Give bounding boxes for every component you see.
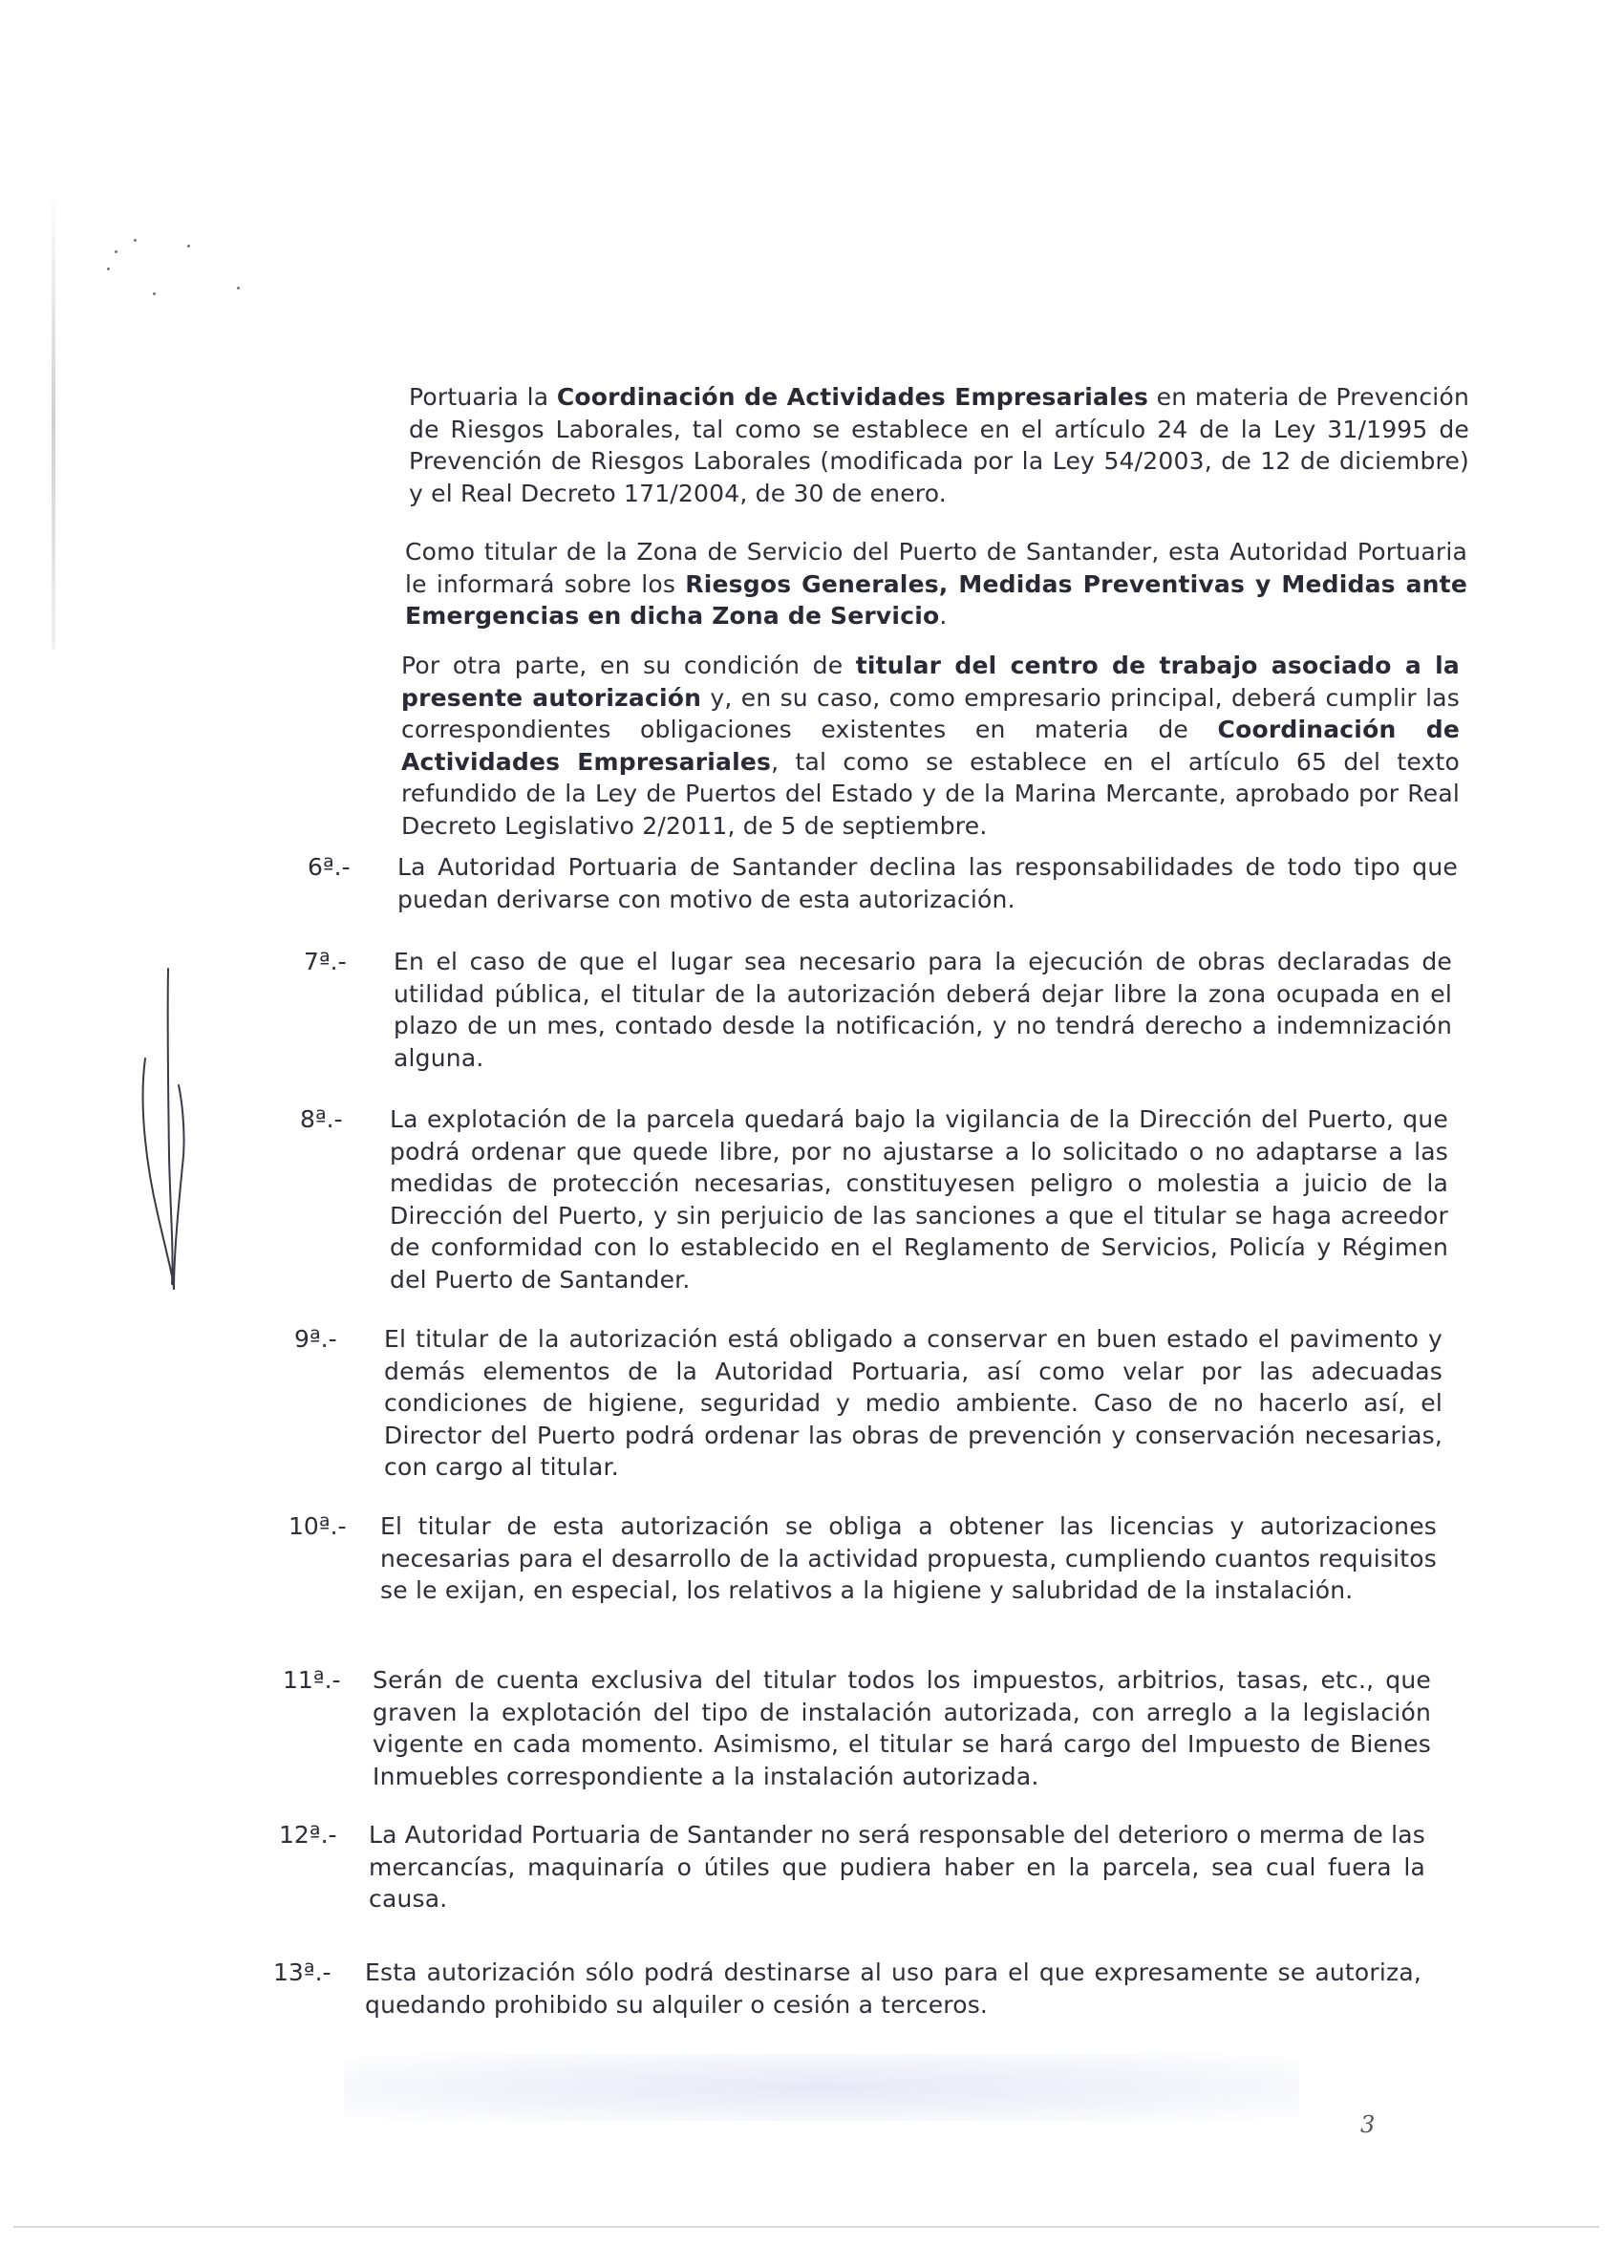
clause-text: Serán de cuenta exclusiva del titular todos los impuestos, arbitrios, tasas, etc., que graven la explotación del tipo de instalación autorizada, con arreglo a la legislación vigente en cada momento. Asimismo, el titular se hará cargo del Impuesto de Bienes Inmuebles correspondiente a la instalación autorizada.: [373, 1666, 1431, 1790]
page-number: 3: [1360, 2111, 1376, 2138]
bold-text-run: Riesgos Generales, Medidas Preventivas y Medidas ante Emergencias en dicha Zona de Servicio: [405, 569, 1467, 630]
clause-number: 11ª.-: [283, 1666, 341, 1694]
bold-text-run: Coordinación de Actividades Empresariales: [401, 716, 1460, 776]
scan-speck: [237, 287, 240, 289]
clause-number: 9ª.-: [294, 1325, 337, 1353]
clause-number: 6ª.-: [308, 853, 351, 881]
clause-text: El titular de esta autorización se obliga a obtener las licencias y autorizaciones necesarias para el desarrollo de la actividad propuesta, cumpliendo cuantos requisitos se le exijan, en especial, los relativos a la higiene y salubridad de la instalación.: [380, 1512, 1437, 1604]
clause-text: La explotación de la parcela quedará bajo la vigilancia de la Dirección del Puerto, que podrá ordenar que quede libre, por no ajustarse a lo solicitado o no adaptarse a las medidas de protección necesarias, constituyesen peligro o molestia a juicio de la Dirección del Puerto, y sin perjuicio de las sanciones a que el titular se haga acreedor de conformidad con lo establecido en el Reglamento de Servicios, Policía y Régimen del Puerto de Santander.: [390, 1105, 1448, 1294]
clause-number: 10ª.-: [288, 1512, 347, 1540]
intro-paragraph-2: [405, 536, 1467, 632]
scan-speck: [115, 250, 118, 253]
bold-text-run: Coordinación de Actividades Empresariales: [556, 383, 1149, 411]
clause-number: 8ª.-: [300, 1105, 343, 1133]
scan-speck: [187, 245, 190, 247]
intro-paragraph-1: [409, 381, 1469, 509]
bold-text-run: titular del centro de trabajo asociado a la presente autorización: [401, 652, 1460, 712]
clause-text: El titular de la autorización está obligado a conservar en buen estado el pavimento y demás elementos de la Autoridad Portuaria, así como velar por las adecuadas condiciones de higiene, seguridad y medio ambiente. Caso de no hacerlo así, el Director del Puerto podrá ordenar las obras de prevención y conservación necesarias, con cargo al titular.: [384, 1325, 1442, 1481]
clause-number: 12ª.-: [279, 1821, 337, 1849]
scan-edge-artifact: [52, 191, 55, 650]
intro-paragraph-3: [401, 650, 1460, 842]
clause-text: Esta autorización sólo podrá destinarse al uso para el que expresamente se autoriza, quedando prohibido su alquiler o cesión a terceros.: [365, 1958, 1421, 2019]
text-run: Portuaria la: [409, 383, 557, 411]
text-run: Como titular de la Zona de Servicio del Puerto de Santander, esta Autoridad Portuaria le informará sobre los: [405, 538, 1467, 598]
text-run: en materia de Prevención de Riesgos Laborales, tal como se establece en el artículo 24 de la Ley 31/1995 de Prevención de Riesgos Laborales (modificada por la Ley 54/2003, de 12 de diciembre) y el Real Decreto 171/2004, de 30 de enero.: [409, 383, 1469, 507]
clause-text: La Autoridad Portuaria de Santander declina las responsabilidades de todo tipo que puedan derivarse con motivo de esta autorización.: [397, 853, 1458, 913]
text-run: .: [939, 602, 948, 630]
clause-number: 7ª.-: [304, 948, 347, 975]
scan-speck: [153, 292, 156, 295]
clause-text: En el caso de que el lugar sea necesario para la ejecución de obras declaradas de utilidad pública, el titular de la autorización deberá dejar libre la zona ocupada en el plazo de un mes, contado desde la notificación, y no tendrá derecho a indemnización alguna.: [394, 948, 1452, 1072]
scan-speck: [134, 239, 137, 242]
clause-number: 13ª.-: [273, 1958, 331, 1986]
scan-bottom-edge: [13, 2226, 1599, 2228]
scan-speck: [107, 267, 110, 270]
text-run: , tal como se establece en el artículo 65 del texto refundido de la Ley de Puertos del Estado y de la Marina Mercante, aprobado por Real Decreto Legislativo 2/2011, de 5 de septiembre.: [401, 747, 1460, 840]
text-run: Por otra parte, en su condición de: [401, 652, 856, 679]
clause-text: La Autoridad Portuaria de Santander no será responsable del deterioro o merma de las mercancías, maquinaría o útiles que pudiera haber en la parcela, sea cual fuera la causa.: [369, 1821, 1425, 1913]
text-run: y, en su caso, como empresario principal, deberá cumplir las correspondientes obligaciones existentes en materia de: [401, 683, 1460, 743]
scan-smudge: [344, 2054, 1299, 2121]
handwritten-initial-signature: [124, 965, 201, 1299]
